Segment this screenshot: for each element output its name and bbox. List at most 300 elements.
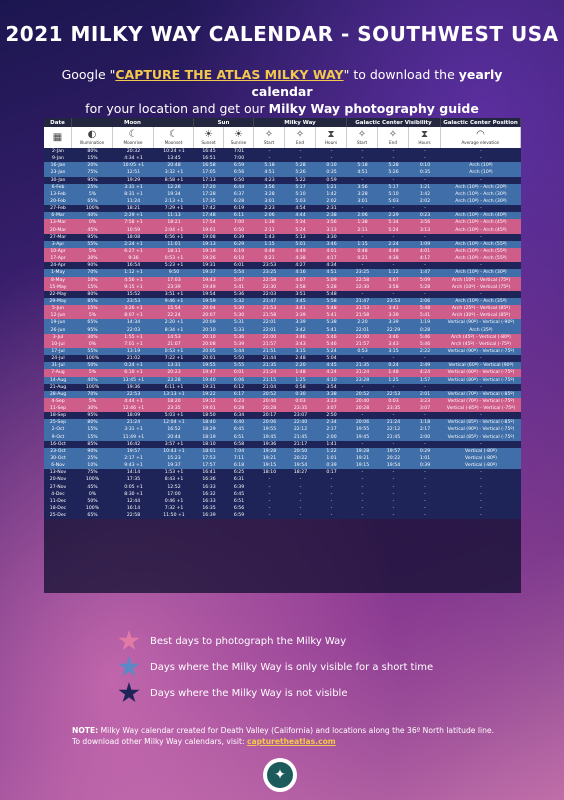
table-cell: 22:12 [293,427,308,433]
table-cell: 1:25 [388,377,399,383]
table-cell: 5:41 [326,327,337,333]
table-cell: 19:37 [167,463,181,469]
table-cell: 2:17 [326,427,337,433]
table-cell: - [392,491,395,497]
table-row [44,498,521,505]
legend [118,628,433,706]
table-cell: 19:45 [262,434,277,440]
table-cell: 20:09 [202,320,216,326]
table-cell: - [361,484,364,490]
table-icon-header [44,127,521,148]
column-header-3 [154,127,194,148]
table-cell: 17:57 [202,463,216,469]
table-cell: Vertical (-80º) [465,448,497,454]
table-cell: 3:39 [388,320,399,326]
table-cell: 18:29 [202,427,216,433]
table-cell: - [361,149,364,154]
table-cell: 18:19 [202,434,216,440]
legend-label: Days where the Milky Way is only visible for a short time [150,661,434,673]
table-row [44,262,521,269]
table-cell: 5:30 [233,306,245,312]
table-cell: 2:20 +1 [164,320,184,326]
table-cell: 21:53 [262,306,277,312]
table-cell: 5% [88,191,97,197]
table-cell: 21:57 [262,341,277,347]
table-cell: 2:13 +1 [164,198,184,204]
table-cell: 1:21 [326,184,337,190]
table-cell: 15% [87,156,98,162]
table-cell: 21:45 [293,434,308,440]
table-cell: Vertical (85º) - Vertical (-85º) [447,420,515,426]
table-cell: - [299,491,302,497]
table-cell: 2:06 [419,298,431,304]
table-cell: 3-Apr [51,241,65,247]
table-cell: - [392,384,395,390]
table-cell: 6:51 [233,498,245,504]
table-cell: 0:30 [295,391,306,397]
table-cell: 4-Sep [51,398,65,404]
table-cell: 15% [87,434,98,440]
table-row [44,148,521,155]
table-cell: - [361,441,364,447]
table-cell: 14:34 [126,320,141,326]
table-row [44,462,521,469]
table-cell: 0:29 [419,448,431,454]
table-row [44,362,521,369]
column-header-5 [224,127,254,148]
table-cell: - [361,506,364,512]
table-cell: 19:55 [202,363,216,369]
legend-item [118,654,433,680]
table-cell: 18:09 [126,413,141,419]
table-cell: 6:12 [233,384,245,390]
table-cell: 28-Aug [49,391,67,397]
gc-end-icon: ✧ [388,129,398,140]
table-cell: 3:13 [419,227,431,233]
table-cell: - [480,384,482,390]
table-cell: 12:04 +1 [163,420,185,426]
table-cell: 100% [85,356,100,362]
table-row [44,484,521,491]
table-cell: 6:44 [233,184,245,190]
table-cell: 1:22 [326,448,337,454]
table-cell: 13:19 [126,348,141,354]
table-cell: - [361,498,364,504]
table-cell: 6-Nov [51,463,65,469]
table-cell: - [268,477,271,483]
column-header-2 [113,127,154,148]
table-cell: 3:28 [357,191,368,197]
page-title: 2021 MILKY WAY CALENDAR - SOUTHWEST USA [5,22,559,46]
table-cell: 5:34 [295,220,306,226]
table-cell: - [361,291,364,297]
table-cell: 2:06 [264,213,275,219]
table-cell: 19:43 [202,277,216,283]
table-cell: 23:35 [167,406,181,412]
table-cell: 4:34 +1 [124,156,143,162]
table-cell: Vertical (90º) - Vertical (-90º) [447,320,515,326]
table-cell: 10:24 +1 [163,149,185,154]
table-cell: Arch (10º) - Vertical (75º) [451,277,511,283]
table-cell: - [299,149,302,154]
table-cell: 19:15 [355,463,370,469]
table-cell: 5:09 [419,277,431,283]
table-cell: 24-Apr [50,263,66,269]
table-cell: 55% [87,348,98,354]
table-cell: - [480,291,482,297]
table-cell: 16:42 [126,441,141,447]
table-cell: 6:45 [233,491,245,497]
table-cell: 1:48 [388,370,399,376]
moonrise-icon: ☾ [128,129,138,140]
table-cell: 0:17 [326,470,337,476]
table-cell: - [268,484,271,490]
moonset-icon: ☾ [169,129,178,140]
table-cell: 4:17 [419,256,431,262]
table-cell: 16-Jan [50,163,66,169]
table-cell: 20:10 [202,334,216,340]
table-cell: Arch (10º) [469,163,493,169]
table-cell: - [361,470,364,476]
table-cell: 0:48 [264,248,275,254]
table-row [44,377,521,384]
table-cell: 8:07 +1 [124,313,143,319]
table-row [44,391,521,398]
table-cell: 23:25 [262,270,277,276]
table-cell: 2:49 [419,363,431,369]
table-cell: - [480,263,482,269]
table-cell: 40% [87,377,98,383]
table-cell: Vertical (80º) - Vertical (-75º) [447,377,515,383]
subtitle [30,66,534,117]
table-cell: 80% [87,149,98,154]
table-cell: 5:22 [295,177,306,183]
table-cell: 27-Nov [49,484,67,490]
table-cell: 6:39 [233,234,245,240]
subheader-label: Moonrise [123,140,143,145]
table-cell: 14-Aug [49,377,67,383]
table-cell: 16:39 [202,513,216,519]
table-cell: 19:31 [202,263,216,269]
table-cell: - [392,513,395,519]
table-row [44,348,521,355]
elevation-icon: ◠ [476,129,485,140]
table-cell: 15-May [49,284,67,290]
table-cell: 13-Mar [49,220,67,226]
table-cell: - [268,149,271,154]
table-cell: Arch (10º) - Arch (55º) [455,256,507,262]
photography-guide-text: Milky Way photography guide [268,101,479,116]
table-cell: 19:21 [355,456,370,462]
table-cell: 95% [87,177,98,183]
table-cell: 1:01 [419,456,431,462]
table-cell: 7:00 [233,156,245,162]
table-cell: - [330,498,333,504]
table-cell: 3:58 [388,284,399,290]
table-cell: - [480,356,482,362]
table-cell: 20:40 [262,398,277,404]
table-cell: 21:02 [126,356,141,362]
footer-note [72,725,524,747]
table-row [44,198,521,205]
table-cell: - [424,206,426,212]
milky-way-start-icon: ✧ [264,129,274,140]
table-cell: - [392,263,395,269]
table-cell: 13-Feb [50,191,66,197]
table-cell: 11-Dec [49,498,67,504]
table-cell: - [299,484,302,490]
table-cell: Vertical (90º) - Vertical (-75º) [447,427,515,433]
table-cell: 21:51 [262,348,277,354]
table-body [44,148,521,519]
table-row [44,298,521,305]
table-cell: - [424,477,426,483]
table-cell: 45% [87,227,98,233]
table-cell: 19:59 [202,298,216,304]
table-cell: 19:36 [262,441,277,447]
table-cell: 30% [87,334,98,340]
table-cell: 27-Mar [49,234,67,240]
table-cell: 1:42 [419,191,431,197]
table-cell: Arch (45º) - Vertical (-75º) [451,341,511,347]
table-cell: 3:57 +1 [164,441,184,447]
table-cell: 3:42 [295,327,306,333]
table-cell: - [361,156,364,162]
table-cell: - [299,156,302,162]
table-cell: 5:03 [388,198,399,204]
table-cell: - [361,356,364,362]
table-cell: 19:13 [202,241,216,247]
table-cell: - [361,384,364,390]
table-cell: 80% [87,420,98,426]
table-cell: - [424,177,426,183]
table-cell: 17:53 [202,456,216,462]
subheader-label: Sunset [201,140,216,145]
table-cell: 22:53 [386,391,401,397]
table-cell: 14:14 [126,470,141,476]
table-cell: Arch (10º) - Arch (45º) [455,220,507,226]
table-cell: 5:24 [388,227,399,233]
table-cell: - [330,513,333,519]
table-cell: - [268,513,271,519]
table-cell: 5:46 [326,341,337,347]
table-cell: 22:58 [126,513,141,519]
table-cell: 17:28 [202,191,216,197]
table-cell: 22:01 [262,320,277,326]
table-cell: 70% [87,270,98,276]
capture-the-atlas-link[interactable]: CAPTURE THE ATLAS MILKY WAY [115,67,344,82]
table-row [44,341,521,348]
table-cell: Vertical (-80º) [465,456,497,462]
table-row [44,248,521,255]
table-cell: 19:54 [293,463,308,469]
table-row [44,334,521,341]
table-cell: 19:54 [386,463,401,469]
table-cell: 21:17 [293,441,308,447]
table-cell: 19:54 [202,291,216,297]
table-cell: 0:53 [357,348,368,354]
table-cell: 0:28 [419,327,431,333]
table-cell: 1:12 +1 [124,270,143,276]
table-cell: 5:24 [295,227,306,233]
table-cell: 16:35 [202,506,216,512]
table-cell: 17:42 [202,206,216,212]
table-cell: 5:26 [295,170,306,176]
table-cell: 22:30 [355,284,370,290]
table-cell: - [480,206,482,212]
table-cell: 5:58 [326,298,337,304]
legend-label: Days where the Milky Way is not visible [150,687,348,699]
table-cell: 3:58 [295,284,306,290]
table-cell: 20:52 [355,391,370,397]
table-cell: 20:52 [262,391,277,397]
table-cell: - [361,177,364,183]
table-cell: 2:31 [326,206,337,212]
table-cell: 10-Jul [51,341,65,347]
table-cell: 5:38 [326,320,337,326]
table-cell: 3:30 [326,234,337,240]
table-cell: 16:41 [202,470,216,476]
table-cell: 20:04 [202,306,216,312]
table-cell: 1:53 +1 [164,470,184,476]
table-cell: 16:52 [167,427,181,433]
table-cell: 17-Jul [51,348,65,354]
table-cell: 19:28 [262,448,277,454]
table-cell: 22:30 [262,284,277,290]
table-cell: - [392,470,395,476]
table-cell: - [361,234,364,240]
table-cell: 23:35 [386,406,401,412]
table-cell: 13:45 [167,156,181,162]
table-row [44,405,521,412]
table-cell: 31-Jul [51,363,65,369]
table-cell: 19:31 [202,384,216,390]
table-row [44,269,521,276]
table-cell: 0% [88,341,97,347]
table-cell: - [268,491,271,497]
note-visit-text: To download other Milky Way calendars, visit: [72,737,247,746]
table-cell: - [424,484,426,490]
table-cell: 2:00 [326,434,337,440]
table-cell: - [361,263,364,269]
table-cell: - [480,506,482,512]
table-cell: 20:40 [355,398,370,404]
capturetheatlas-link[interactable]: capturetheatlas.com [247,737,336,746]
table-cell: 6:39 [233,484,245,490]
table-cell: 18:40 [202,420,216,426]
table-cell: 0:21 [264,256,275,262]
table-cell: - [330,149,333,154]
table-cell: 65% [87,320,98,326]
table-cell: 19:01 [202,406,216,412]
table-cell: 4:54 [295,206,306,212]
table-cell: 2:20 [357,320,368,326]
subheader-label: End [296,140,304,145]
table-cell: - [480,149,482,154]
table-cell: 6:51 [233,434,245,440]
table-cell: 10% [87,463,98,469]
table-cell: 10:05 +1 [122,163,145,169]
table-cell: 6:10 [233,256,245,262]
table-cell: 21:35 [355,363,370,369]
table-cell: 0:59 [326,177,337,183]
table-cell: 6:29 [233,241,245,247]
table-cell: 5:17 [295,184,306,190]
table-cell: 5% [88,398,97,404]
table-cell: 20-Nov [49,477,67,483]
table-row [44,219,521,226]
table-cell: 5:55 [233,363,245,369]
table-cell: 20% [87,163,98,169]
table-cell: 7:22 +1 [164,356,184,362]
legend-item [118,628,433,654]
table-cell: 5:31 [233,320,245,326]
table-row [44,412,521,419]
table-cell: 9-Oct [51,434,65,440]
table-cell: 5:26 [388,170,399,176]
table-cell: 4:01 [326,248,337,254]
table-cell: 21:24 [386,420,401,426]
table-cell: 23:28 [167,377,181,383]
table-cell: 95% [87,234,98,240]
table-cell: - [424,356,426,362]
table-cell: - [480,477,482,483]
table-cell: 4:27 [295,263,306,269]
table-cell: 3:43 [388,341,399,347]
table-cell: 6:45 [233,427,245,433]
table-cell: - [361,491,364,497]
table-cell: Arch (10º) - Arch (40º) [455,213,507,219]
table-cell: 5:23 +1 [164,263,184,269]
table-cell: 100% [85,384,100,390]
table-cell: 1:43 [264,234,275,240]
table-cell: 17:54 [202,220,216,226]
table-cell: 21:47 [262,298,277,304]
table-cell: 21:47 [355,298,370,304]
table-cell: 3:31 +1 [124,427,143,433]
table-cell: Arch (45º) - Vertical (-80º) [451,334,511,340]
table-cell: 4:34 [326,263,337,269]
subheader-label: Hours [418,140,431,145]
table-cell: 19:26 [202,256,216,262]
table-cell: 5:10 [388,191,399,197]
table-cell: 13:31 [167,363,181,369]
table-cell: - [392,234,395,240]
note-label: NOTE: [72,726,99,735]
table-cell: - [330,506,333,512]
table-cell: 6:59 [233,513,245,519]
table-cell: 6:56 [233,506,245,512]
table-cell: 2-Oct [51,427,65,433]
table-cell: 22:01 [262,327,277,333]
table-cell: 21:24 [355,370,370,376]
table-cell: 17:20 [202,184,216,190]
table-cell: 2-Jan [52,149,64,154]
table-cell: 3:45 [295,298,306,304]
table-cell: 9:50 [168,270,180,276]
table-cell: 6:59 [233,163,245,169]
table-cell: 4:10 [326,377,337,383]
table-cell: 4:23 [264,177,275,183]
table-cell: 5:28 [419,284,431,290]
table-cell: - [424,263,426,269]
table-cell: 23:53 [262,263,277,269]
table-cell: 15:52 [126,291,141,297]
table-cell: 6:28 [233,406,245,412]
table-cell: 4:51 [357,170,368,176]
table-cell: - [392,498,395,504]
table-row [44,434,521,441]
